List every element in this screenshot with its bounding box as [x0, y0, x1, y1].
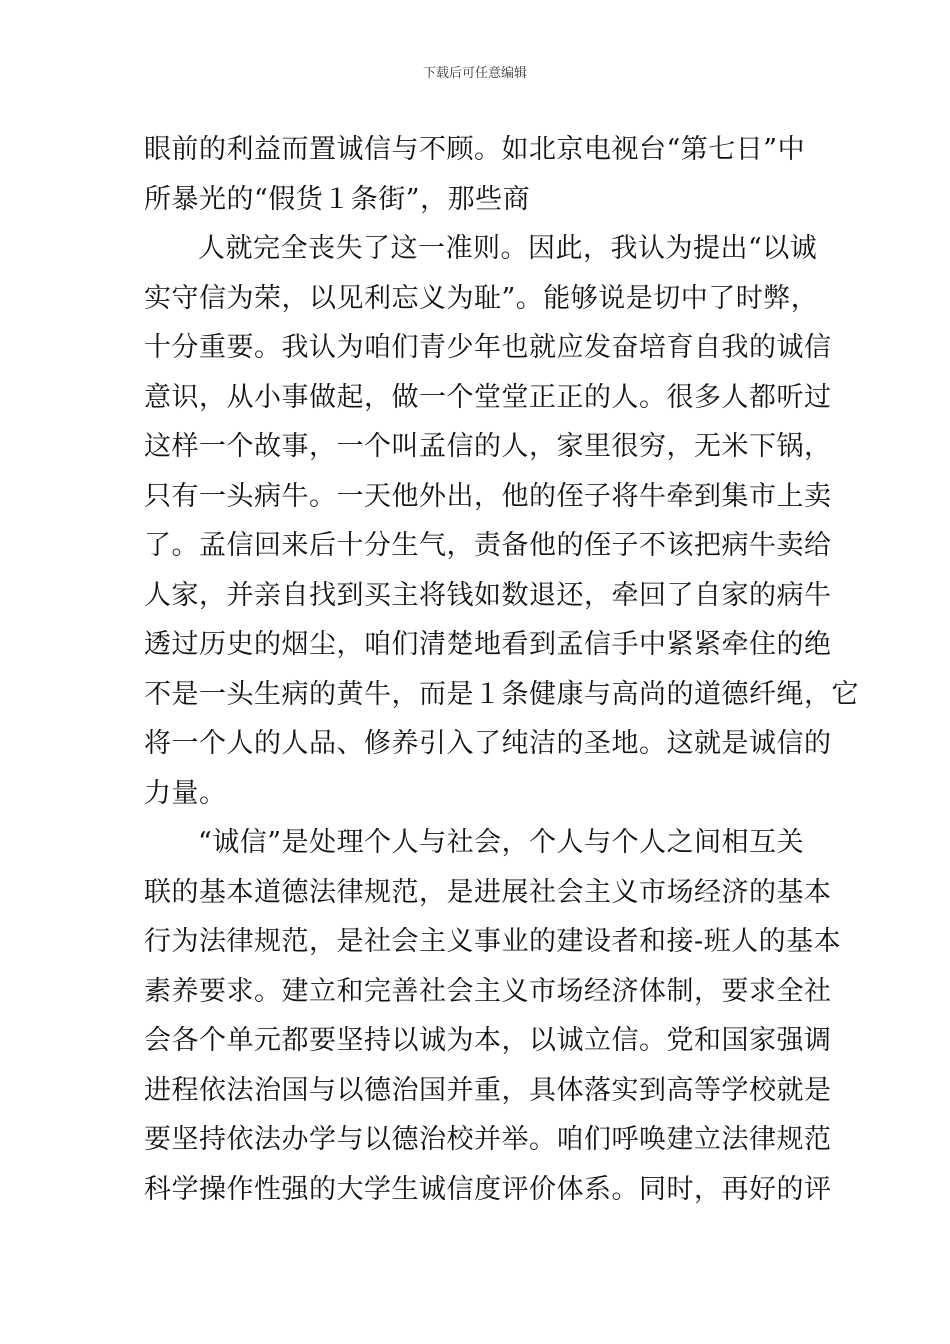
text-line: 透过历史的烟尘，咱们清楚地看到孟信手中紧紧牵住的绝	[144, 629, 832, 660]
text-line: 意识，从小事做起，做一个堂堂正正的人。很多人都听过	[144, 381, 832, 413]
text-line: 实守信为荣，以见利忘义为耻”。能够说是切中了时弊，	[144, 282, 819, 314]
text-line: 十分重要。我认为咱们青少年也就应发奋培育自我的诚信	[144, 332, 832, 363]
text-line: 眼前的利益而置诚信与不顾。如北京电视台“第七日”中	[144, 134, 806, 165]
text-line: 这样一个故事，一个叫孟信的人，家里很穷，无米下锅，	[144, 431, 832, 462]
text-line: 将一个人的人品、修养引入了纯洁的圣地。这就是诚信的	[144, 728, 832, 759]
text-line: 只有一头病牛。一天他外出，他的侄子将牛牵到集市上卖	[144, 480, 832, 512]
text-line: “诚信”是处理个人与社会，个人与个人之间相互关	[198, 827, 805, 858]
text-line: 会各个单元都要坚持以诚为本，以诚立信。党和国家强调	[144, 1025, 832, 1056]
text-line: 人家，并亲自找到买主将钱如数退还，牵回了自家的病牛	[144, 579, 832, 611]
text-line: 了。孟信回来后十分生气，责备他的侄子不该把病牛卖给	[144, 530, 832, 561]
text-line: 人就完全丧失了这一准则。因此，我认为提出“以诚	[198, 233, 818, 264]
page-header-note: 下载后可任意编辑	[422, 66, 527, 81]
text-line: 行为法律规范，是社会主义事业的建设者和接-班人的基本	[144, 926, 842, 957]
text-line: 要坚持依法办学与以德治校并举。咱们呼唤建立法律规范	[144, 1124, 832, 1155]
text-line: 力量。	[144, 777, 227, 809]
text-line: 科学操作性强的大学生诚信度评价体系。同时，再好的评	[144, 1173, 832, 1205]
text-line: 联的基本道德法律规范，是进展社会主义市场经济的基本	[144, 876, 832, 908]
text-line: 所暴光的“假货１条街”，那些商	[144, 183, 531, 215]
text-line: 不是一头生病的黄牛，而是１条健康与高尚的道德纤绳，它	[144, 678, 859, 710]
document-body	[144, 125, 859, 1214]
text-line: 进程依法治国与以德治国并重，具体落实到高等学校就是	[144, 1074, 832, 1106]
text-line: 素养要求。建立和完善社会主义市场经济体制，要求全社	[144, 975, 832, 1007]
